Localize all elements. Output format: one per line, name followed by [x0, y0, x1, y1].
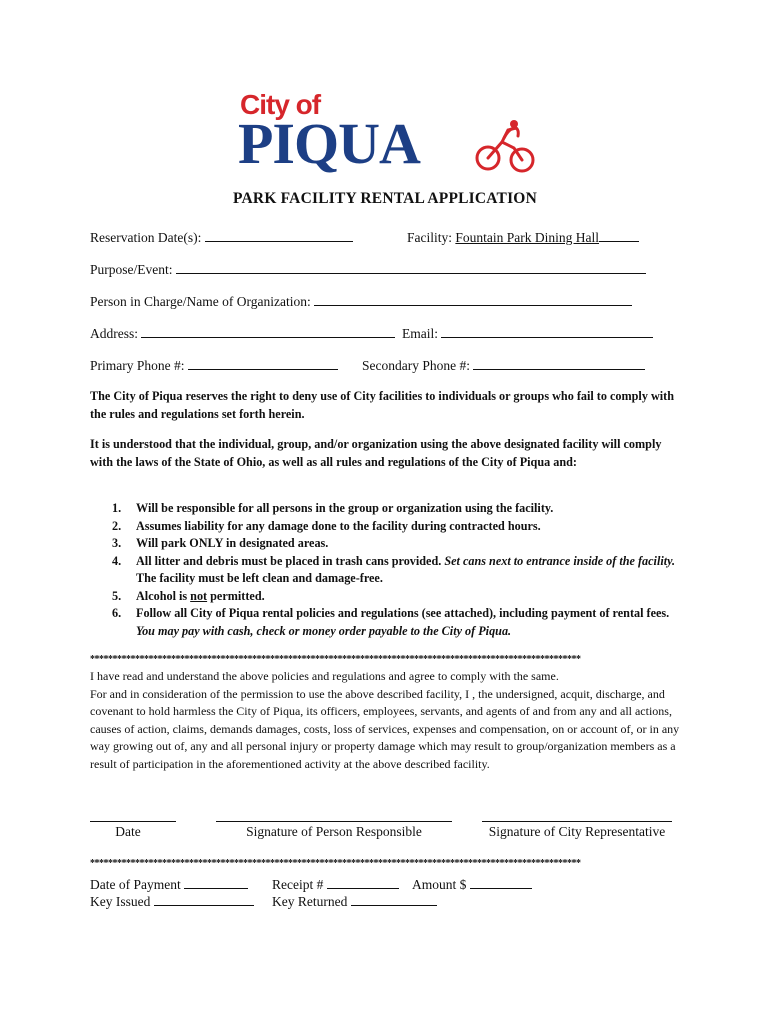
- rule-item: [90, 605, 680, 640]
- rule-number: 6.: [112, 606, 122, 620]
- purpose-row: [90, 261, 646, 278]
- rule-number: 1.: [112, 501, 122, 515]
- secondary-phone-field[interactable]: [473, 357, 645, 370]
- reservation-dates-row: [90, 229, 353, 246]
- address-label: Address:: [90, 326, 138, 341]
- city-signature-label: Signature of City Representative: [488, 824, 666, 839]
- person-row: [90, 293, 632, 310]
- email-row: [402, 325, 653, 342]
- rule-item: [90, 500, 680, 518]
- rule-text: Will be responsible for all persons in the group or organization using the facility.: [136, 501, 554, 515]
- rule-number: 5.: [112, 588, 122, 603]
- reservation-dates-label: Reservation Date(s):: [90, 230, 202, 245]
- city-logo: [238, 90, 538, 174]
- person-label: Person in Charge/Name of Organization:: [90, 294, 311, 309]
- email-label: Email:: [402, 326, 438, 341]
- rule-number: 4.: [112, 553, 122, 568]
- person-signature-line[interactable]: [216, 820, 452, 822]
- person-field[interactable]: [314, 293, 632, 306]
- date-signature-line[interactable]: [90, 820, 176, 822]
- key-returned-row: [272, 893, 437, 910]
- rule-text: All litter and debris must be placed in trash cans provided.: [136, 553, 442, 568]
- cyclist-logo-icon: [474, 118, 538, 174]
- rule-italic-text: You may pay with cash, check or money order payable to the City of Piqua.: [136, 623, 512, 638]
- date-signature-label: Date: [115, 824, 141, 839]
- rule-text: Assumes liability for any damage done to the facility during contracted hours.: [136, 518, 541, 533]
- secondary-phone-row: [362, 357, 645, 374]
- rule-item: [90, 535, 680, 553]
- address-row: [90, 325, 395, 342]
- facility-row: [407, 229, 639, 246]
- facility-label: Facility:: [407, 230, 452, 245]
- logo-piqua: PIQUA: [238, 111, 420, 176]
- facility-value[interactable]: Fountain Park Dining Hall: [455, 230, 599, 245]
- email-field[interactable]: [441, 325, 653, 338]
- reservation-dates-field[interactable]: [205, 229, 353, 242]
- separator-stars: *************************************************************************************************************: [90, 654, 581, 665]
- primary-phone-field[interactable]: [188, 357, 338, 370]
- secondary-phone-label: Secondary Phone #:: [362, 358, 470, 373]
- amount-field[interactable]: [470, 876, 532, 889]
- facility-field-tail: [599, 229, 639, 242]
- receipt-field[interactable]: [327, 876, 399, 889]
- rule-number: 3.: [112, 536, 122, 550]
- key-returned-field[interactable]: [351, 893, 437, 906]
- rule-number: 2.: [112, 518, 122, 533]
- purpose-field[interactable]: [176, 261, 646, 274]
- logo-city-of: City of: [240, 89, 321, 120]
- person-signature-label: Signature of Person Responsible: [246, 824, 422, 839]
- date-of-payment-label: Date of Payment: [90, 877, 181, 892]
- agreement-body: For and in consideration of the permission to use the above described facility, I , the undersigned, acquit, discharge, and covenant to hold harmless the City of Piqua, its officers, employees, servants, and agents of and from any and all actions, causes of action, claims, demands damages, costs, loss of services, expenses and compensation, on or account of, or in any way growing out of, any and all personal injury or property damage which may result to group/organization members as a result of participation in the aforementioned activity at the above described facility.: [90, 686, 680, 771]
- receipt-row: [272, 876, 399, 893]
- key-issued-label: Key Issued: [90, 894, 151, 909]
- key-issued-row: [90, 893, 254, 910]
- primary-phone-label: Primary Phone #:: [90, 358, 185, 373]
- city-signature-line[interactable]: [482, 820, 672, 822]
- amount-label: Amount $: [412, 877, 467, 892]
- agreement-paragraph: [90, 668, 680, 774]
- rules-list: [90, 500, 680, 640]
- date-of-payment-field[interactable]: [184, 876, 248, 889]
- rule-item: [90, 588, 680, 606]
- purpose-label: Purpose/Event:: [90, 262, 173, 277]
- key-issued-field[interactable]: [154, 893, 254, 906]
- rule-text-post: permitted.: [210, 588, 265, 603]
- rule-text-pre: Alcohol is: [136, 588, 188, 603]
- rule-italic-text: Set cans next to entrance inside of the facility.: [444, 553, 676, 568]
- separator-stars: *************************************************************************************************************: [90, 858, 581, 869]
- understanding-paragraph: It is understood that the individual, group, and/or organization using the above designated facility will comply with the laws of the State of Ohio, as well as all rules and regulations of the City of Piqua and:: [90, 437, 662, 469]
- rule-underlined-text: not: [190, 588, 208, 603]
- notice-paragraph: The City of Piqua reserves the right to deny use of City facilities to individuals or groups who fail to comply with the rules and regulations set forth herein.: [90, 389, 674, 421]
- primary-phone-row: [90, 357, 338, 374]
- rule-text: Follow all City of Piqua rental policies and regulations (see attached), including payment of rental fees.: [136, 606, 670, 620]
- address-field[interactable]: [141, 325, 395, 338]
- key-returned-label: Key Returned: [272, 894, 348, 909]
- rule-text: Will park ONLY in designated areas.: [136, 536, 329, 550]
- rule-item: [90, 518, 680, 536]
- page-title: PARK FACILITY RENTAL APPLICATION: [233, 190, 537, 207]
- receipt-label: Receipt #: [272, 877, 324, 892]
- agreement-line: I have read and understand the above policies and regulations and agree to comply with the same.: [90, 669, 559, 683]
- date-of-payment-row: [90, 876, 248, 893]
- rule-item: [90, 553, 680, 588]
- amount-row: [412, 876, 532, 893]
- rule-text-after: The facility must be left clean and damage-free.: [136, 571, 383, 585]
